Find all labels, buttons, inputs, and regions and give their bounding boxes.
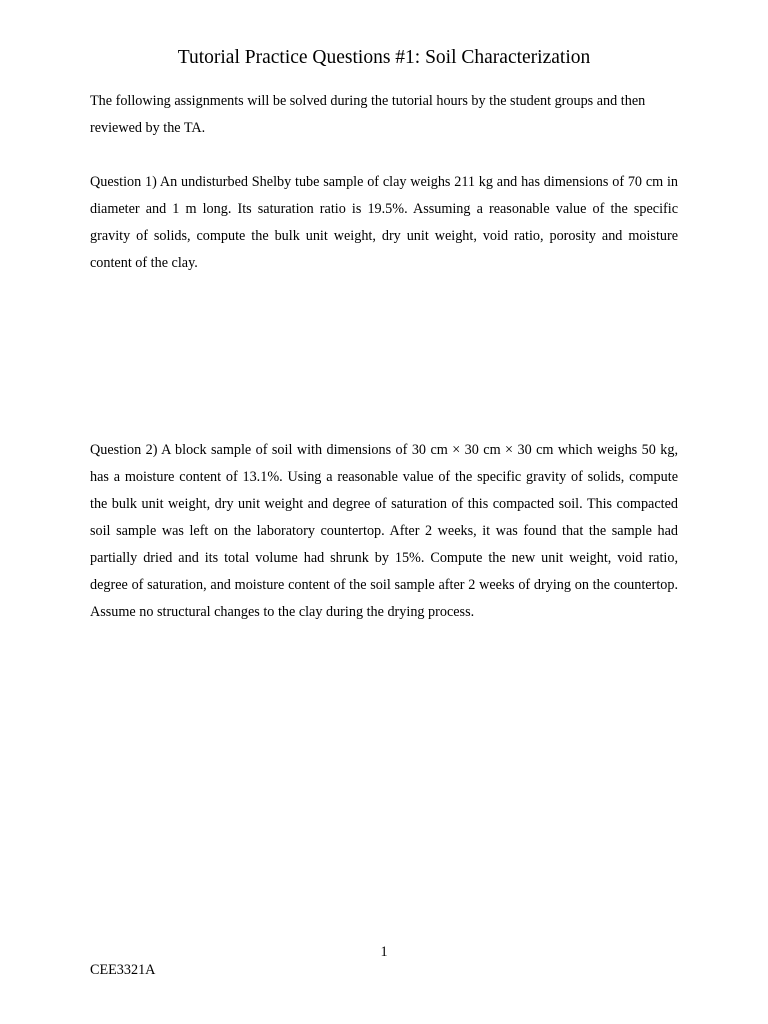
page-title: Tutorial Practice Questions #1: Soil Characterization <box>177 47 591 68</box>
page-number: 1 <box>380 944 388 960</box>
question-1-paragraph: Question 1) An undisturbed Shelby tube sample of clay weighs 211 kg and has dimensions of 70 cm in diameter and 1 m long. Its saturation ratio is 19.5%. Assuming a reasonable value of the specific gravity of solids, compute the bulk unit weight, dry unit weight, void ratio, porosity and moisture content of the clay. <box>90 174 678 271</box>
question-2-paragraph: Question 2) A block sample of soil with dimensions of 30 cm × 30 cm × 30 cm which weighs 50 kg, has a moisture content of 13.1%. Using a reasonable value of the specific gravity of solids, compute the bulk unit weight, dry unit weight and degree of saturation of this compacted soil. This compacted soil sample was left on the laboratory countertop. After 2 weeks, it was found that the sample had partially dried and its total volume had shrunk by 15%. Compute the new unit weight, void ratio, degree of saturation, and moisture content of the soil sample after 2 weeks of drying on the countertop. Assume no structural changes to the clay during the drying process. <box>90 442 678 620</box>
intro-paragraph: The following assignments will be solved during the tutorial hours by the student groups and then reviewed by the TA. <box>90 93 646 136</box>
footer-course-code: CEE3321A <box>90 962 156 978</box>
